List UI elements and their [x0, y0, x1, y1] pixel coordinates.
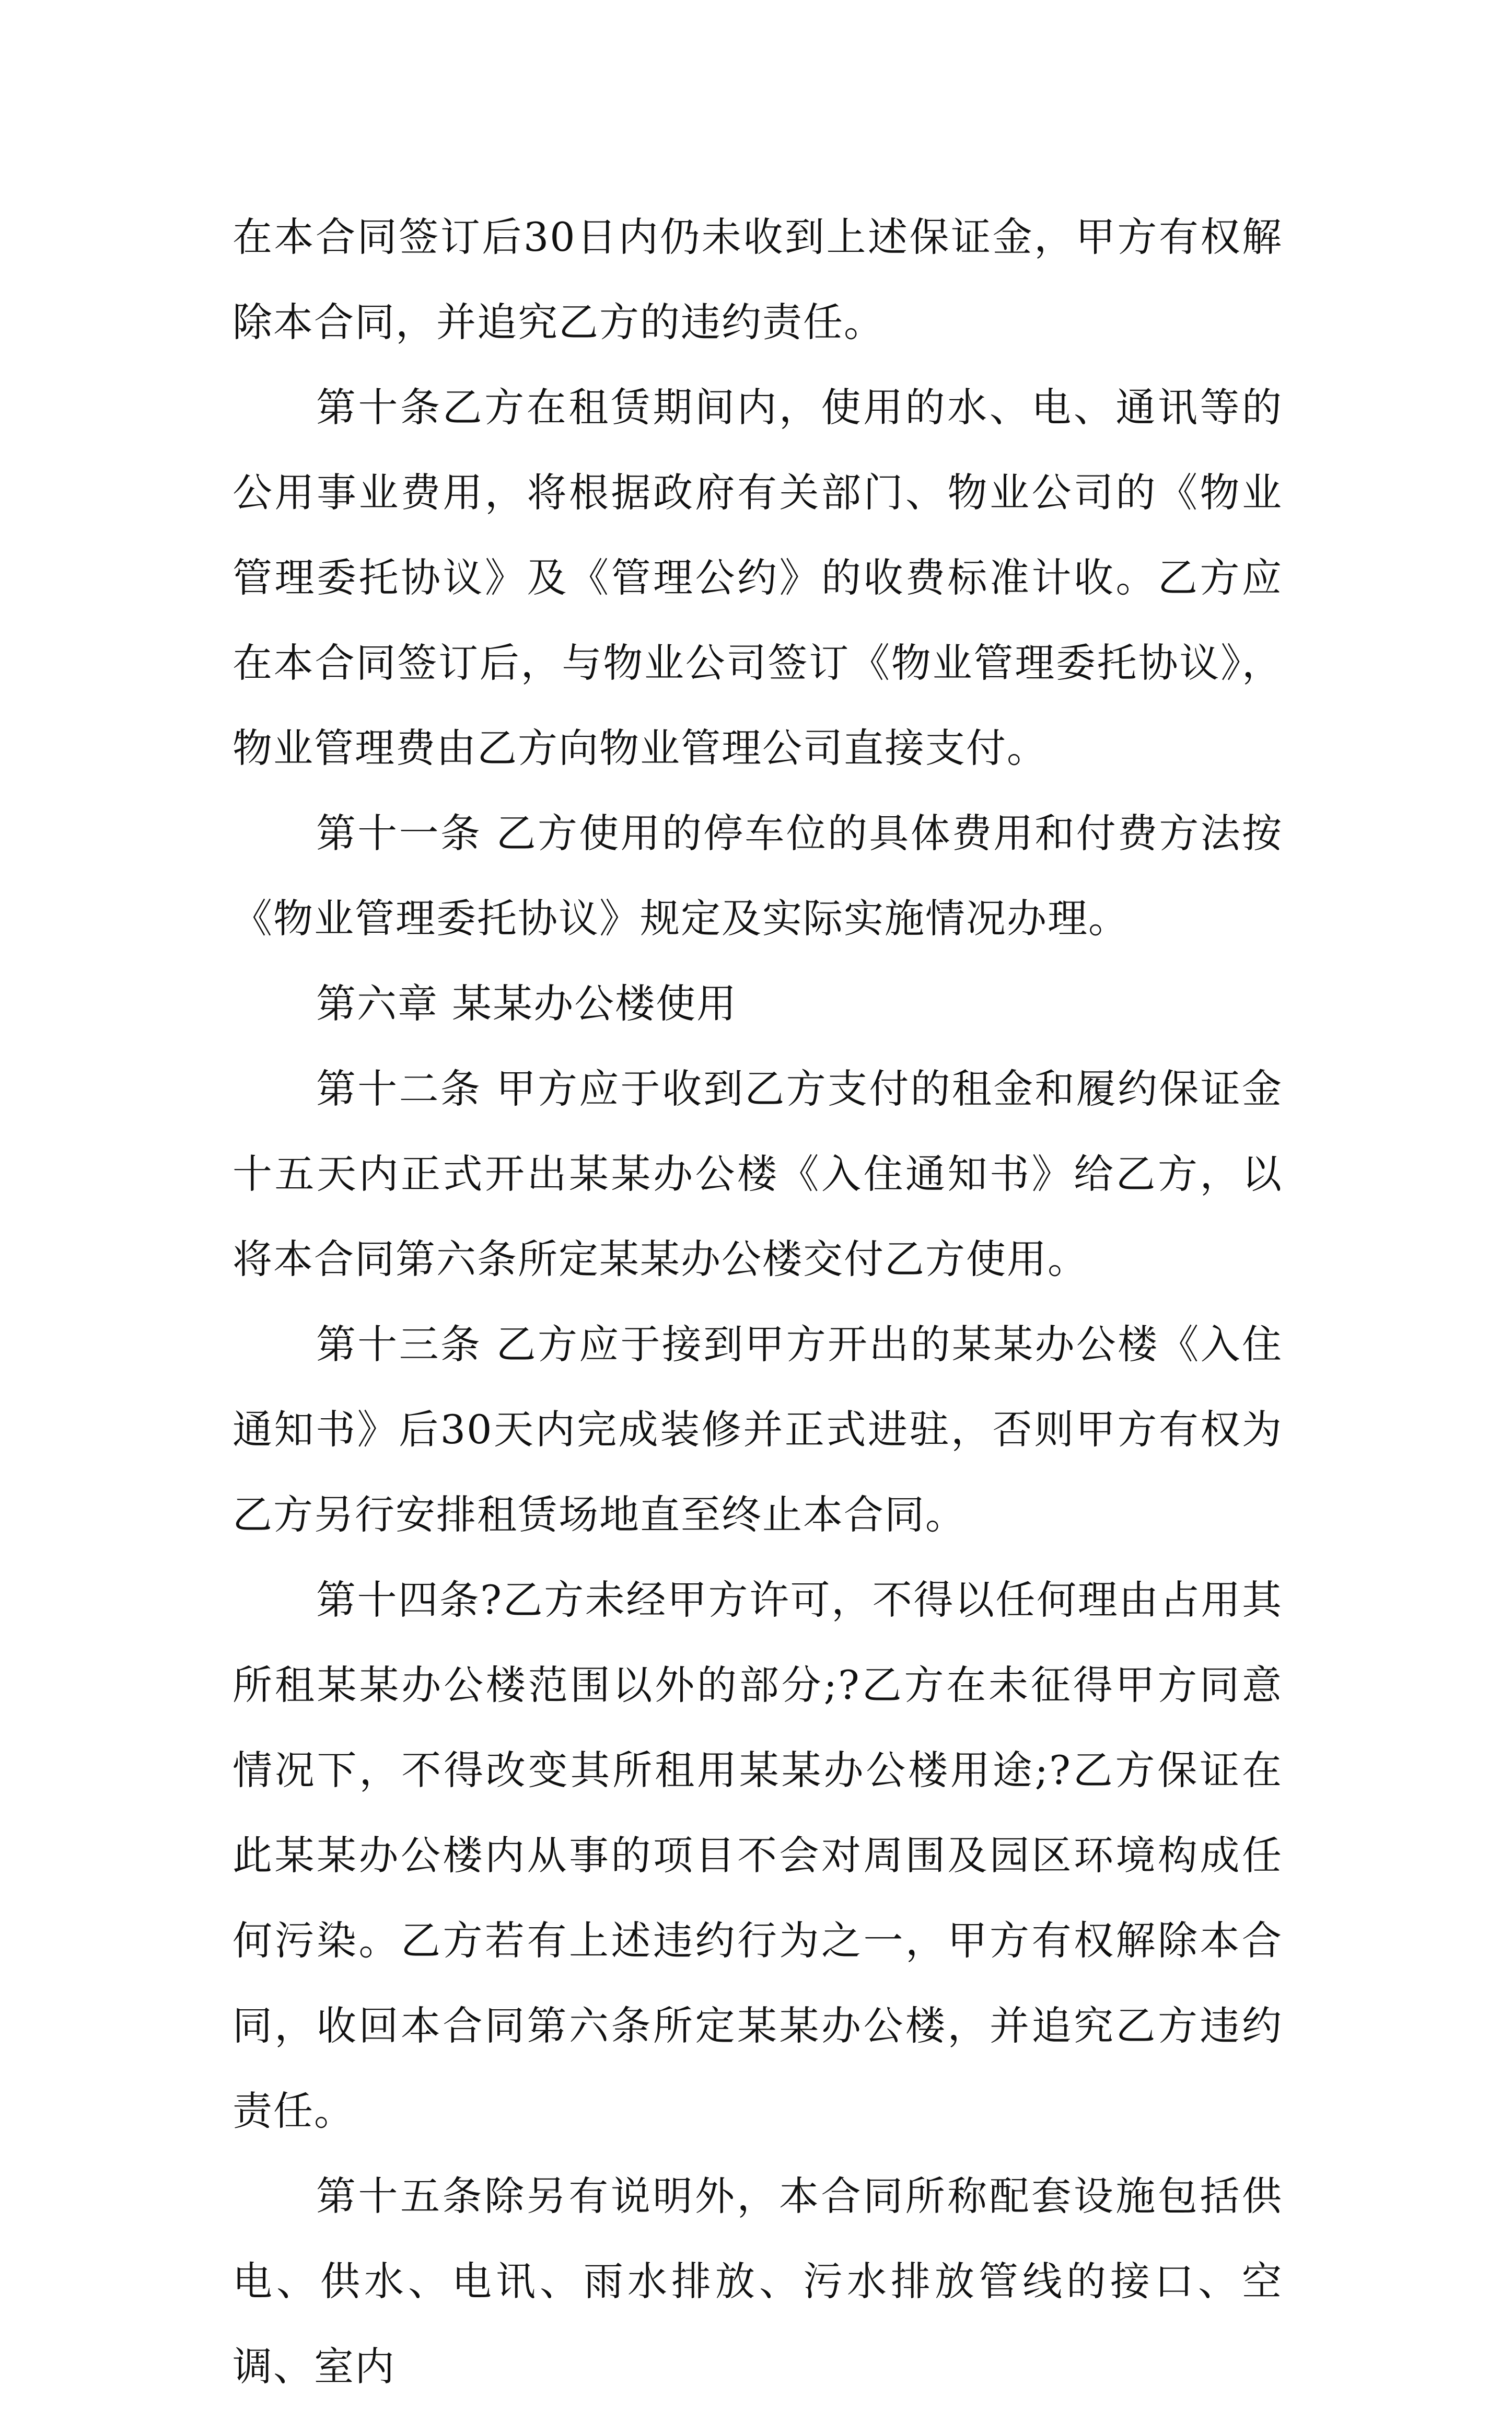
paragraph-article-11: 第十一条 乙方使用的停车位的具体费用和付费方法按《物业管理委托协议》规定及实际实施情况办理。: [232, 810, 1283, 942]
chapter-heading: 第六章 某某办公楼使用: [316, 980, 738, 1027]
paragraph-1: 在本合同签订后30日内仍未收到上述保证金，甲方有权解除本合同，并追究乙方的违约责任。: [232, 214, 1283, 345]
paragraph-article-15: 第十五条除另有说明外，本合同所称配套设施包括供电、供水、电讯、雨水排放、污水排放管线的接口、空调、室内: [232, 2173, 1283, 2390]
paragraph-article-13: 第十三条 乙方应于接到甲方开出的某某办公楼《入住通知书》后30天内完成装修并正式进驻，否则甲方有权为乙方另行安排租赁场地直至终止本合同。: [232, 1321, 1283, 1538]
paragraph-article-10: 第十条乙方在租赁期间内，使用的水、电、通讯等的公用事业费用，将根据政府有关部门、物业公司的《物业管理委托协议》及《管理公约》的收费标准计收。乙方应在本合同签订后，与物业公司签订《物业管理委托协议》，物业管理费由乙方向物业管理公司直接支付。: [232, 384, 1283, 771]
paragraph-article-12: 第十二条 甲方应于收到乙方支付的租金和履约保证金十五天内正式开出某某办公楼《入住通知书》给乙方，以将本合同第六条所定某某办公楼交付乙方使用。: [232, 1065, 1283, 1282]
paragraph-article-14: 第十四条?乙方未经甲方许可，不得以任何理由占用其所租某某办公楼范围以外的部分;?乙方在未征得甲方同意情况下，不得改变其所租用某某办公楼用途;?乙方保证在此某某办公楼内从事的项目不会对周围及园区环境构成任何污染。乙方若有上述违约行为之一，甲方有权解除本合同，收回本合同第六条所定某某办公楼，并追究乙方违约责任。: [232, 1577, 1283, 2134]
document-body: [232, 194, 1283, 2409]
